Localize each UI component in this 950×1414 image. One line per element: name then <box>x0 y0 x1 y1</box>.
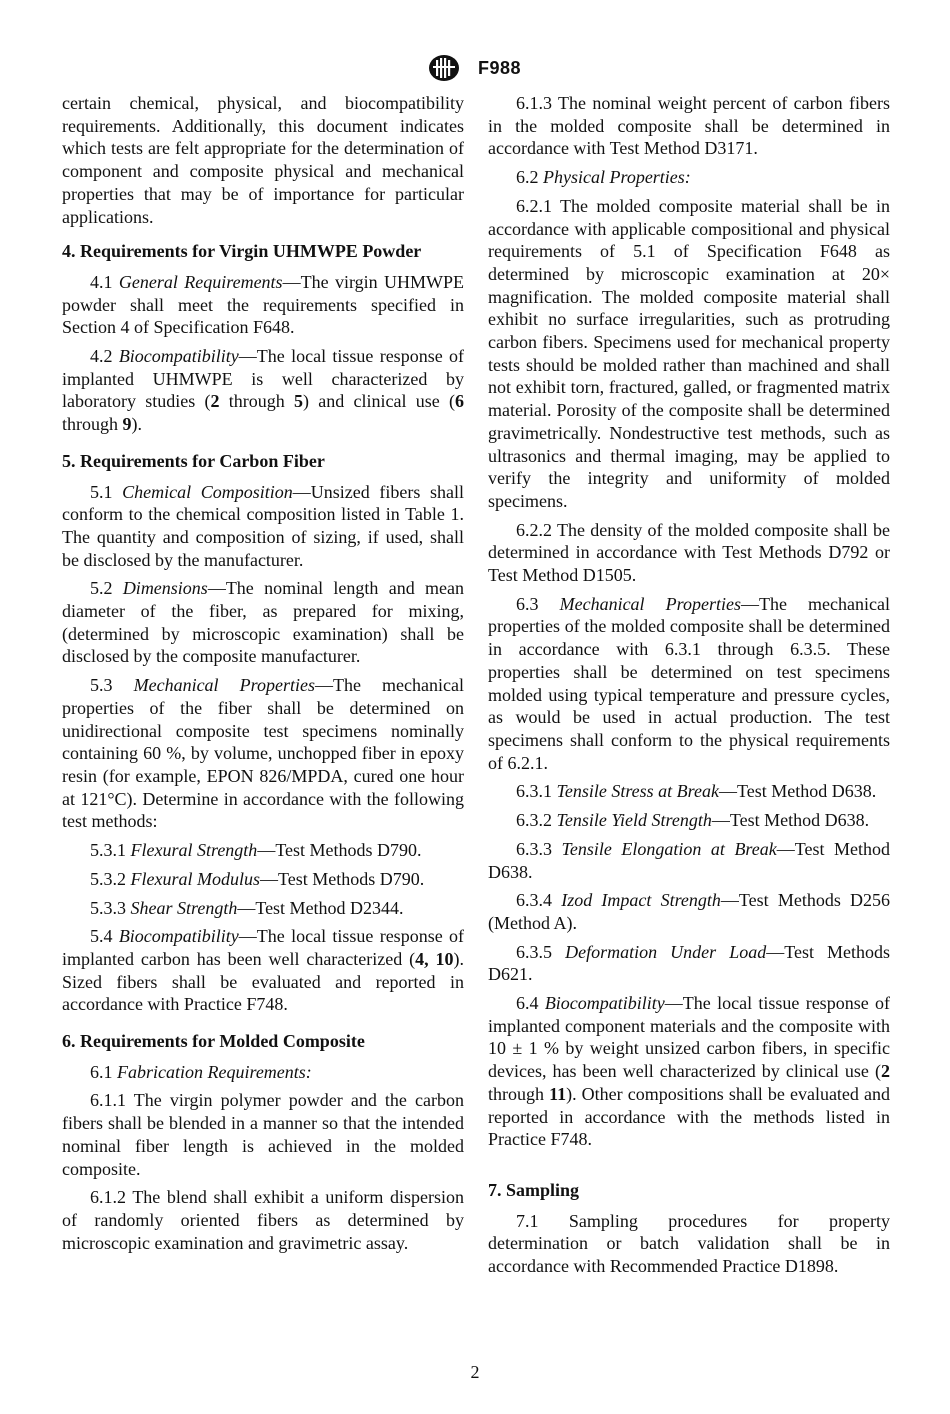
clause-4-1: 4.1 General Requirements—The virgin UHMWPE powder shall meet the requirements specified in Section 4 of Specification F648. <box>62 271 465 338</box>
clause-6-3-1: 6.3.1 Tensile Stress at Break—Test Method D638. <box>516 781 877 802</box>
clause-6-3-3: 6.3.3 Tensile Elongation at Break—Test Method D638. <box>488 838 891 882</box>
page-number: 2 <box>470 1362 480 1382</box>
clause-6-3-2: 6.3.2 Tensile Yield Strength—Test Method D638. <box>516 810 870 831</box>
clause-5-1: 5.1 Chemical Composition—Unsized fibers shall conform to the chemical composition listed in Table 1. The quantity and composition of sizing, if used, shall be disclosed by the manufacturer. <box>62 481 465 570</box>
clause-6-1-2: 6.1.2 The blend shall exhibit a uniform dispersion of randomly oriented fibers as determined by microscopic examination and gravimetric assay. <box>62 1187 464 1253</box>
clause-6-1-3: 6.1.3 The nominal weight percent of carbon fibers in the molded composite shall be determined in accordance with Test Method D3171. <box>488 93 890 159</box>
clause-6-2: 6.2 Physical Properties: <box>516 167 691 188</box>
clause-5-2: 5.2 Dimensions—The nominal length and mean diameter of the fiber, as prepared for mixing, (determined by microscopic examination) shall be disclosed by the composite manufacturer. <box>62 578 464 667</box>
intro-paragraph: certain chemical, physical, and biocompatibility requirements. Additionally, this document indicates which tests are felt appropriate for the determination of component and composite physical and mechanical properties that may be of importance for particular applications. <box>62 93 464 227</box>
clause-6-1-1: 6.1.1 The virgin polymer powder and the carbon fibers shall be blended in a manner so that the intended nominal fiber length is achieved in the molded composite. <box>62 1090 464 1179</box>
standard-designation: F988 <box>478 58 522 78</box>
section-4-heading: 4. Requirements for Virgin UHMWPE Powder <box>62 241 422 262</box>
clause-6-1: 6.1 Fabrication Requirements: <box>90 1061 312 1082</box>
clause-6-3-4: 6.3.4 Izod Impact Strength—Test Methods D256 (Method A). <box>488 890 891 933</box>
clause-6-3: 6.3 Mechanical Properties—The mechanical properties of the molded composite shall be determined in accordance with 6.3.1 through 6.3.5. These properties shall be determined on test specimens molded using typical temperature and pressure cycles, as would be used in actual production. The test specimens shall conform to the physical requirements of 6.2.1. <box>488 593 890 773</box>
page-header <box>0 50 950 90</box>
left-column <box>62 92 464 1260</box>
clause-5-4: 5.4 Biocompatibility—The local tissue response of implanted carbon has been well characterized (4, 10). Sized fibers shall be evaluated and reported in accordance with Practice F748. <box>62 926 465 1015</box>
clause-6-2-2: 6.2.2 The density of the molded composite shall be determined in accordance with Test Methods D792 or Test Method D1505. <box>488 519 890 586</box>
clause-5-3-2: 5.3.2 Flexural Modulus—Test Methods D790. <box>90 868 425 889</box>
section-5-heading: 5. Requirements for Carbon Fiber <box>62 450 325 471</box>
clause-6-3-5: 6.3.5 Deformation Under Load—Test Methods D621. <box>488 941 891 985</box>
section-6-heading: 6. Requirements for Molded Composite <box>62 1031 365 1052</box>
clause-6-4: 6.4 Biocompatibility—The local tissue response of implanted component materials and the composite with 10 ± 1 % by weight unsized carbon fibers, in specific devices, has been well characterized by clinical use (2 through 11). Other compositions shall be evaluated and reported in accordance with the methods listed in Practice F748. <box>488 993 890 1150</box>
section-7-heading: 7. Sampling <box>488 1179 580 1200</box>
right-column <box>488 92 890 1284</box>
clause-4-2: 4.2 Biocompatibility—The local tissue response of implanted UHMWPE is well characterized by laboratory studies (2 through 5) and clinical use (6 through 9). <box>62 346 464 435</box>
clause-7-1: 7.1 Sampling procedures for property determination or batch validation shall be in accordance with Recommended Practice D1898. <box>488 1210 890 1277</box>
clause-5-3-3: 5.3.3 Shear Strength—Test Method D2344. <box>90 897 404 918</box>
astm-logo <box>427 53 461 83</box>
clause-5-3: 5.3 Mechanical Properties—The mechanical properties of the fiber shall be determined on unidirectional composite test specimens nominally containing 60 %, by volume, unchopped fiber in epoxy resin (for example, EPON 826/MPDA, cured one hour at 121°C). Determine in accordance with the following test methods: <box>62 675 464 832</box>
clause-5-3-1: 5.3.1 Flexural Strength—Test Methods D790. <box>90 840 422 861</box>
clause-6-2-1: 6.2.1 The molded composite material shall be in accordance with applicable compositional and physical requirements of 5.1 of Specification F648 as determined by microscopic examination at 20× magnification. The molded composite material shall exhibit no surface irregularities, such as protruding carbon fibers. Specimens used for mechanical property tests should be molded rather than machined and shall not exhibit torn, fractured, galled, or fragmented matrix material. Porosity of the composite shall be determined gravimetrically. Nondestructive test methods, such as ultrasonics and thermal imaging, may be applied to verify the integrity and uniformity of molded specimens. <box>488 195 890 511</box>
